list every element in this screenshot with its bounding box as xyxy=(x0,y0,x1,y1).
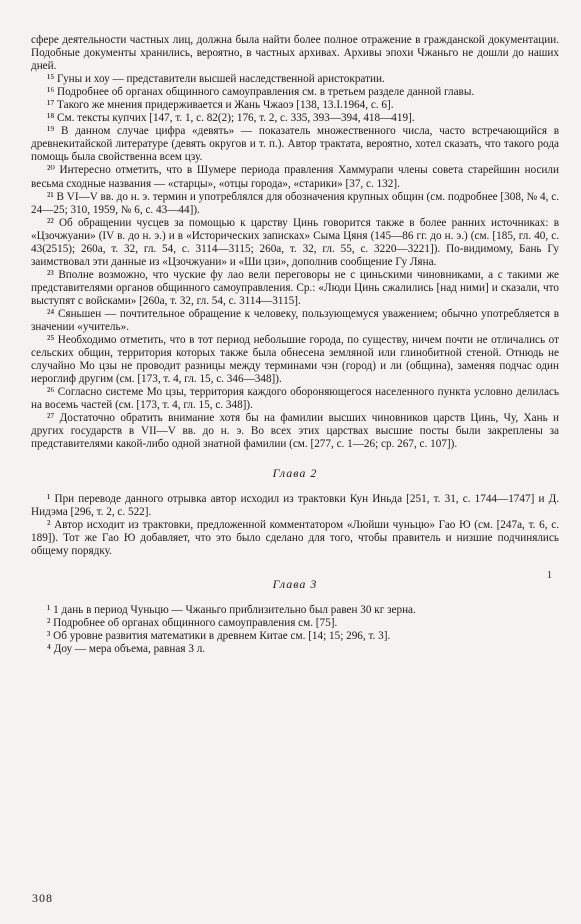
page-number: 308 xyxy=(32,891,53,905)
ch3-footnote-2: ² Подробнее об органах общинного самоуправления см. [75]. xyxy=(47,616,338,629)
footnotes-body xyxy=(31,34,559,656)
footnote-17: ¹⁷ Такого же мнения придерживается и Жань Чжаоэ [138, 13.I.1964, с. 6]. xyxy=(47,99,394,112)
chapter-2-heading: Глава 2 xyxy=(272,465,318,480)
ch3-footnote-3: ³ Об уровне развития математики в древнем Китае см. [14; 15; 296, т. 3]. xyxy=(47,629,391,642)
chapter-3-title: Глава 3 xyxy=(272,576,318,591)
footnote-19: ¹⁹ В данном случае цифра «девять» — показатель множественного числа, часто встречающийся в древнекитайской литературе (девять округов и т. п.). Автор трактата, вероятно, хотел сказать, что такого рода помощь была свойственна всем цзу. xyxy=(31,125,559,164)
footnote-22: ²² Об обращении чусцев за помощью к царству Цинь говорится также в более ранних источниках: в «Цзочжуани» (IV в. до н. э.) и в «Исторических записках» Сыма Цяня (145—86 гг. до н. э.) (см. [185, гл. 40, с. 43(2515); 260а, т. 32, гл. 54, с. 3114—3115; 260а, т. 32, гл. 55, с. 3220—3221]). По-видимому, Бань Гу заимствовал эти данные из «Цзочжуани» и «Ши цзи», дополнив сообщение Гу Ляна. xyxy=(31,216,559,268)
footnote-24: ²⁴ Сяньшен — почтительное обращение к человеку, пользующемуся уважением; обычно употребляется в значении «учитель». xyxy=(31,307,559,334)
footnote-20: ²⁰ Интересно отметить, что в Шумере периода правления Хаммурапи члены совета старейшин носили весьма сходные названия — «старцы», «отцы города», «старики» [37, с. 132]. xyxy=(31,164,559,190)
footnote-23: ²³ Вполне возможно, что чуские фу лао вели переговоры не с циньскими чиновниками, а с такими же представителями органов общинного самоуправления. Ср.: «Люди Цинь сжалились [над ними] и сказали, что выступят с войсками» [260а, т. 32, гл. 54, с. 3114—3115]. xyxy=(31,268,559,307)
footnote-21: ²¹ В VI—V вв. до н. э. термин и употреблялся для обозначения крупных общин (см. подробнее [308, № 4, с. 24—25; 310, 1959, № 6, с. 43—44]). xyxy=(31,190,559,216)
footnote-15: ¹⁵ Гуны и хоу — представители высшей наследственной аристократии. xyxy=(47,73,385,86)
ch3-footnote-1: ¹ 1 дань в период Чуньцю — Чжаньго приблизительно был равен 30 кг зерна. xyxy=(47,603,416,616)
chapter-3-heading xyxy=(31,569,559,591)
margin-mark: 1 xyxy=(547,569,553,581)
footnote-18: ¹⁸ См. тексты купчих [147, т. 1, с. 82(2); 176, т. 2, с. 335, 393—394, 418—419]. xyxy=(47,112,415,125)
ch2-footnote-1: ¹ При переводе данного отрывка автор исходил из трактовки Кун Иньда [251, т. 31, с. 1744—1747] и Д. Нидэма [296, т. 2, с. 522]. xyxy=(31,492,559,518)
footnote-25: ²⁵ Необходимо отметить, что в тот период небольшие города, по существу, ничем почти не отличались от сельских общин, территория которых также была обнесена земляной или глинобитной стеной. Отнюдь не случайно Мо цзы не проводит разницы между терминами чэн (город) и ли (община), заменяя подчас один иероглиф другим (см. [173, т. 4, гл. 15, с. 346—348]). xyxy=(31,334,559,386)
ch2-footnote-2: ² Автор исходит из трактовки, предложенной комментатором «Люйши чуньцю» Гао Ю (см. [247а, т. 6, с. 189]). Тот же Гао Ю добавляет, что это было сделано для того, чтобы правитель и низшие подчинялись общему порядку. xyxy=(31,518,559,557)
footnote-16: ¹⁶ Подробнее об органах общинного самоуправления см. в третьем разделе данной главы. xyxy=(47,86,475,99)
ch3-footnote-4: ⁴ Доу — мера объема, равная 3 л. xyxy=(47,642,206,655)
footnote-continuation: сфере деятельности частных лиц, должна была найти более полное отражение в гражданской документации. Подобные документы хранились, вероятно, в частных архивах. Архивы эпохи Чжаньго не дошли до наших дней. xyxy=(31,34,559,73)
footnote-26: ²⁶ Согласно системе Мо цзы, территория каждого обороняющегося населенного пункта условно делилась на восемь частей (см. [173, т. 4, гл. 15, с. 348]). xyxy=(31,386,559,412)
footnote-27: ²⁷ Достаточно обратить внимание хотя бы на фамилии высших чиновников царств Цинь, Чу, Хань и других государств в VII—V вв. до н. э. Во всех этих царствах высшие посты были закреплены за представителями какой-либо одной знатной фамилии (см. [277, с. 1—26; ср. 267, с. 107]). xyxy=(31,412,559,451)
